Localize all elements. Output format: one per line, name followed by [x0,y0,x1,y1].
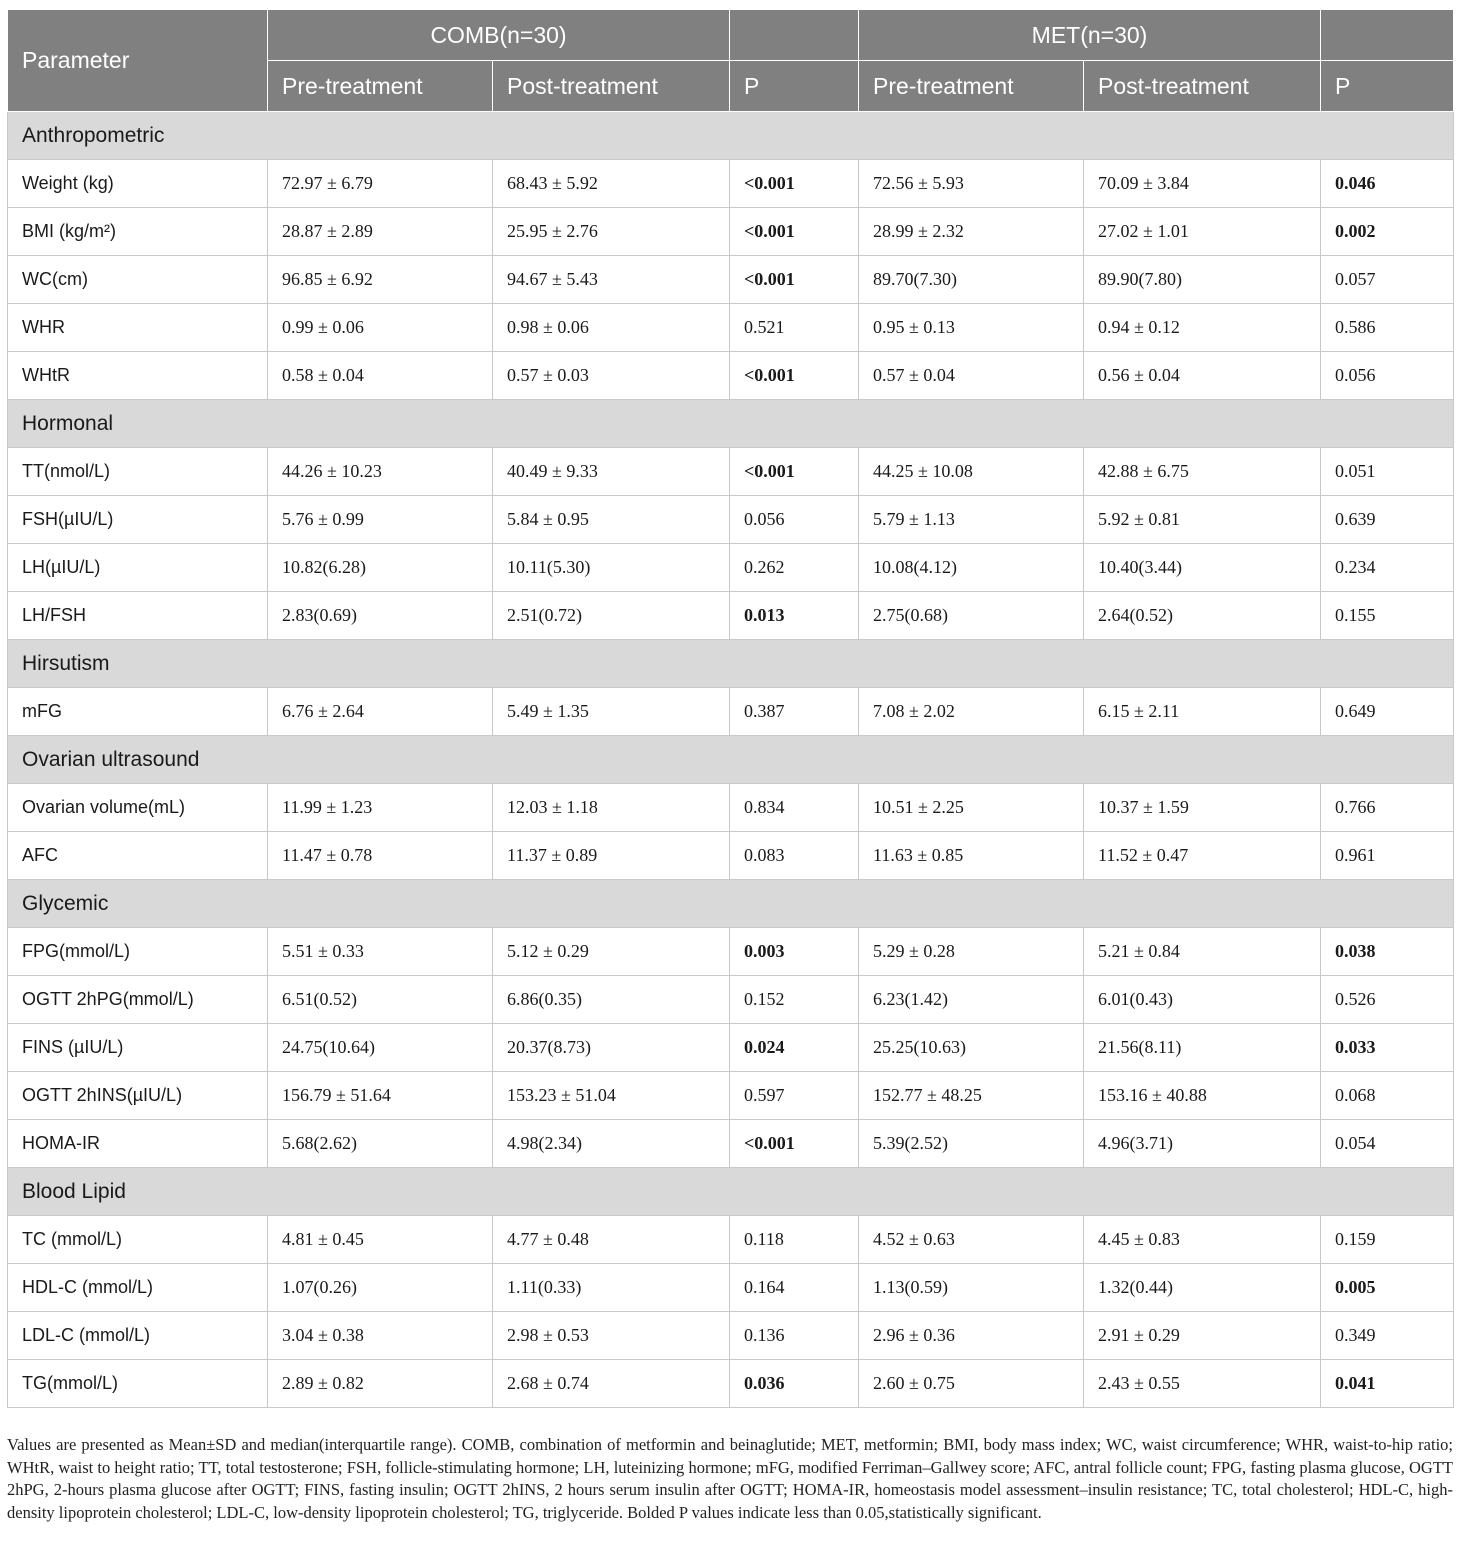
cell-comb-post: 12.03 ± 1.18 [493,784,730,832]
cell-comb-p: 0.024 [730,1024,859,1072]
cell-comb-p: 0.387 [730,688,859,736]
cell-met-post: 10.40(3.44) [1084,544,1321,592]
cell-met-p: 0.649 [1321,688,1454,736]
cell-parameter: WHR [8,304,268,352]
cell-comb-p: 0.164 [730,1264,859,1312]
cell-comb-post: 5.12 ± 0.29 [493,928,730,976]
cell-met-pre: 11.63 ± 0.85 [859,832,1084,880]
cell-met-pre: 1.13(0.59) [859,1264,1084,1312]
cell-met-post: 5.92 ± 0.81 [1084,496,1321,544]
cell-comb-p: 0.056 [730,496,859,544]
header-comb-group: COMB(n=30) [268,10,730,61]
cell-met-post: 11.52 ± 0.47 [1084,832,1321,880]
table-row [8,160,1454,208]
table-row [8,544,1454,592]
cell-comb-post: 0.98 ± 0.06 [493,304,730,352]
cell-met-p: 0.159 [1321,1216,1454,1264]
cell-met-post: 5.21 ± 0.84 [1084,928,1321,976]
cell-met-post: 2.64(0.52) [1084,592,1321,640]
section-row [8,736,1454,784]
cell-parameter: FINS (µIU/L) [8,1024,268,1072]
table-row [8,1264,1454,1312]
cell-met-p: 0.586 [1321,304,1454,352]
cell-comb-p: 0.003 [730,928,859,976]
cell-met-post: 0.94 ± 0.12 [1084,304,1321,352]
cell-met-p: 0.002 [1321,208,1454,256]
cell-comb-pre: 5.76 ± 0.99 [268,496,493,544]
cell-parameter: OGTT 2hPG(mmol/L) [8,976,268,1024]
cell-met-p: 0.349 [1321,1312,1454,1360]
cell-comb-post: 2.68 ± 0.74 [493,1360,730,1408]
cell-met-p: 0.068 [1321,1072,1454,1120]
cell-met-pre: 10.08(4.12) [859,544,1084,592]
cell-parameter: BMI (kg/m²) [8,208,268,256]
cell-comb-pre: 44.26 ± 10.23 [268,448,493,496]
table-row [8,208,1454,256]
cell-met-p: 0.005 [1321,1264,1454,1312]
cell-met-pre: 2.96 ± 0.36 [859,1312,1084,1360]
section-row [8,880,1454,928]
cell-comb-p: 0.262 [730,544,859,592]
cell-comb-pre: 2.89 ± 0.82 [268,1360,493,1408]
cell-comb-post: 0.57 ± 0.03 [493,352,730,400]
cell-parameter: mFG [8,688,268,736]
table-row [8,1072,1454,1120]
cell-comb-pre: 6.76 ± 2.64 [268,688,493,736]
table-row [8,832,1454,880]
cell-comb-p: 0.152 [730,976,859,1024]
cell-met-pre: 44.25 ± 10.08 [859,448,1084,496]
cell-parameter: LH/FSH [8,592,268,640]
cell-met-pre: 5.29 ± 0.28 [859,928,1084,976]
table-row [8,1120,1454,1168]
table-row [8,1360,1454,1408]
section-title: Hirsutism [8,640,1454,688]
cell-comb-post: 153.23 ± 51.04 [493,1072,730,1120]
cell-comb-post: 20.37(8.73) [493,1024,730,1072]
cell-comb-p: 0.521 [730,304,859,352]
cell-comb-post: 10.11(5.30) [493,544,730,592]
cell-comb-post: 94.67 ± 5.43 [493,256,730,304]
cell-met-pre: 4.52 ± 0.63 [859,1216,1084,1264]
section-title: Ovarian ultrasound [8,736,1454,784]
cell-comb-p: <0.001 [730,160,859,208]
table-row [8,448,1454,496]
cell-comb-p: <0.001 [730,256,859,304]
section-title: Blood Lipid [8,1168,1454,1216]
cell-parameter: TG(mmol/L) [8,1360,268,1408]
cell-met-p: 0.056 [1321,352,1454,400]
cell-met-p: 0.057 [1321,256,1454,304]
cell-met-post: 153.16 ± 40.88 [1084,1072,1321,1120]
cell-comb-pre: 5.68(2.62) [268,1120,493,1168]
section-title: Anthropometric [8,112,1454,160]
table-row [8,1216,1454,1264]
cell-comb-post: 5.84 ± 0.95 [493,496,730,544]
cell-comb-p: 0.036 [730,1360,859,1408]
section-title: Glycemic [8,880,1454,928]
table-body [8,112,1454,1408]
cell-met-pre: 2.60 ± 0.75 [859,1360,1084,1408]
cell-met-p: 0.766 [1321,784,1454,832]
cell-comb-pre: 0.58 ± 0.04 [268,352,493,400]
header-met-p: P [1321,61,1454,112]
cell-met-pre: 0.57 ± 0.04 [859,352,1084,400]
cell-parameter: TC (mmol/L) [8,1216,268,1264]
cell-met-pre: 0.95 ± 0.13 [859,304,1084,352]
cell-comb-pre: 1.07(0.26) [268,1264,493,1312]
cell-comb-pre: 10.82(6.28) [268,544,493,592]
cell-comb-pre: 0.99 ± 0.06 [268,304,493,352]
cell-parameter: AFC [8,832,268,880]
cell-comb-post: 4.77 ± 0.48 [493,1216,730,1264]
cell-comb-post: 2.51(0.72) [493,592,730,640]
header-met-post: Post-treatment [1084,61,1321,112]
cell-met-post: 27.02 ± 1.01 [1084,208,1321,256]
cell-met-pre: 2.75(0.68) [859,592,1084,640]
cell-comb-pre: 24.75(10.64) [268,1024,493,1072]
cell-met-pre: 6.23(1.42) [859,976,1084,1024]
cell-comb-p: 0.834 [730,784,859,832]
cell-comb-post: 4.98(2.34) [493,1120,730,1168]
cell-met-pre: 5.79 ± 1.13 [859,496,1084,544]
cell-parameter: Ovarian volume(mL) [8,784,268,832]
cell-parameter: LH(µIU/L) [8,544,268,592]
cell-parameter: OGTT 2hINS(µIU/L) [8,1072,268,1120]
cell-parameter: FPG(mmol/L) [8,928,268,976]
section-title: Hormonal [8,400,1454,448]
header-met-group: MET(n=30) [859,10,1321,61]
cell-parameter: TT(nmol/L) [8,448,268,496]
cell-met-pre: 5.39(2.52) [859,1120,1084,1168]
cell-met-p: 0.038 [1321,928,1454,976]
cell-comb-p: 0.083 [730,832,859,880]
cell-met-post: 6.01(0.43) [1084,976,1321,1024]
table-row [8,304,1454,352]
cell-comb-p: 0.013 [730,592,859,640]
cell-parameter: FSH(µIU/L) [8,496,268,544]
cell-comb-pre: 72.97 ± 6.79 [268,160,493,208]
section-row [8,640,1454,688]
table-row [8,688,1454,736]
cell-comb-p: 0.597 [730,1072,859,1120]
cell-parameter: LDL-C (mmol/L) [8,1312,268,1360]
cell-met-pre: 25.25(10.63) [859,1024,1084,1072]
table-row [8,1024,1454,1072]
cell-comb-p: <0.001 [730,352,859,400]
header-comb-post: Post-treatment [493,61,730,112]
cell-comb-pre: 6.51(0.52) [268,976,493,1024]
cell-comb-post: 2.98 ± 0.53 [493,1312,730,1360]
results-table [7,9,1454,1408]
table-row [8,976,1454,1024]
cell-comb-pre: 11.47 ± 0.78 [268,832,493,880]
cell-met-p: 0.033 [1321,1024,1454,1072]
cell-parameter: WC(cm) [8,256,268,304]
cell-comb-post: 11.37 ± 0.89 [493,832,730,880]
cell-met-pre: 152.77 ± 48.25 [859,1072,1084,1120]
cell-comb-p: <0.001 [730,1120,859,1168]
cell-met-pre: 7.08 ± 2.02 [859,688,1084,736]
cell-met-post: 2.91 ± 0.29 [1084,1312,1321,1360]
cell-comb-p: <0.001 [730,208,859,256]
cell-comb-pre: 28.87 ± 2.89 [268,208,493,256]
header-empty-comb [730,10,859,61]
table-row [8,592,1454,640]
cell-parameter: HDL-C (mmol/L) [8,1264,268,1312]
cell-met-p: 0.639 [1321,496,1454,544]
table-row [8,496,1454,544]
cell-met-post: 1.32(0.44) [1084,1264,1321,1312]
cell-comb-pre: 3.04 ± 0.38 [268,1312,493,1360]
cell-comb-post: 68.43 ± 5.92 [493,160,730,208]
table-container [7,9,1453,1408]
cell-met-p: 0.046 [1321,160,1454,208]
cell-comb-pre: 96.85 ± 6.92 [268,256,493,304]
section-row [8,400,1454,448]
cell-met-post: 21.56(8.11) [1084,1024,1321,1072]
cell-met-pre: 89.70(7.30) [859,256,1084,304]
cell-comb-p: <0.001 [730,448,859,496]
cell-comb-post: 40.49 ± 9.33 [493,448,730,496]
cell-parameter: WHtR [8,352,268,400]
section-row [8,1168,1454,1216]
cell-comb-post: 6.86(0.35) [493,976,730,1024]
header-comb-pre: Pre-treatment [268,61,493,112]
cell-comb-pre: 11.99 ± 1.23 [268,784,493,832]
header-parameter: Parameter [8,10,268,112]
section-row [8,112,1454,160]
cell-met-post: 4.96(3.71) [1084,1120,1321,1168]
cell-comb-pre: 4.81 ± 0.45 [268,1216,493,1264]
cell-parameter: Weight (kg) [8,160,268,208]
cell-met-pre: 28.99 ± 2.32 [859,208,1084,256]
header-empty-met [1321,10,1454,61]
cell-met-p: 0.051 [1321,448,1454,496]
table-row [8,352,1454,400]
cell-met-post: 4.45 ± 0.83 [1084,1216,1321,1264]
cell-met-post: 42.88 ± 6.75 [1084,448,1321,496]
table-header [8,10,1454,112]
cell-comb-pre: 5.51 ± 0.33 [268,928,493,976]
cell-met-post: 0.56 ± 0.04 [1084,352,1321,400]
table-row [8,256,1454,304]
header-met-pre: Pre-treatment [859,61,1084,112]
cell-comb-p: 0.118 [730,1216,859,1264]
table-row [8,784,1454,832]
cell-comb-pre: 2.83(0.69) [268,592,493,640]
cell-met-post: 6.15 ± 2.11 [1084,688,1321,736]
cell-met-pre: 72.56 ± 5.93 [859,160,1084,208]
cell-met-p: 0.041 [1321,1360,1454,1408]
cell-met-p: 0.155 [1321,592,1454,640]
cell-comb-post: 5.49 ± 1.35 [493,688,730,736]
cell-met-p: 0.054 [1321,1120,1454,1168]
cell-met-post: 10.37 ± 1.59 [1084,784,1321,832]
cell-met-p: 0.234 [1321,544,1454,592]
table-row [8,1312,1454,1360]
table-footnote: Values are presented as Mean±SD and median(interquartile range). COMB, combination of metformin and beinaglutide; MET, metformin; BMI, body mass index; WC, waist circumference; WHR, waist-to-hip ratio; WHtR, waist to height ratio; TT, total testosterone; FSH, follicle-stimulating hormone; LH, luteinizing hormone; mFG, modified Ferriman–Gallwey score; AFC, antral follicle count; FPG, fasting plasma glucose, OGTT 2hPG, 2-hours plasma glucose after OGTT; FINS, fasting insulin; OGTT 2hINS, 2 hours serum insulin after OGTT; HOMA-IR, homeostasis model assessment–insulin resistance; TC, total cholesterol; HDL-C, high-density lipoprotein cholesterol; LDL-C, low-density lipoprotein cholesterol; TG, triglyceride. Bolded P values indicate less than 0.05,statistically significant. [7,1435,1453,1522]
cell-met-post: 89.90(7.80) [1084,256,1321,304]
cell-met-pre: 10.51 ± 2.25 [859,784,1084,832]
cell-met-p: 0.526 [1321,976,1454,1024]
cell-met-post: 2.43 ± 0.55 [1084,1360,1321,1408]
cell-comb-pre: 156.79 ± 51.64 [268,1072,493,1120]
cell-comb-p: 0.136 [730,1312,859,1360]
cell-met-post: 70.09 ± 3.84 [1084,160,1321,208]
cell-parameter: HOMA-IR [8,1120,268,1168]
header-comb-p: P [730,61,859,112]
cell-comb-post: 1.11(0.33) [493,1264,730,1312]
table-row [8,928,1454,976]
cell-comb-post: 25.95 ± 2.76 [493,208,730,256]
cell-met-p: 0.961 [1321,832,1454,880]
